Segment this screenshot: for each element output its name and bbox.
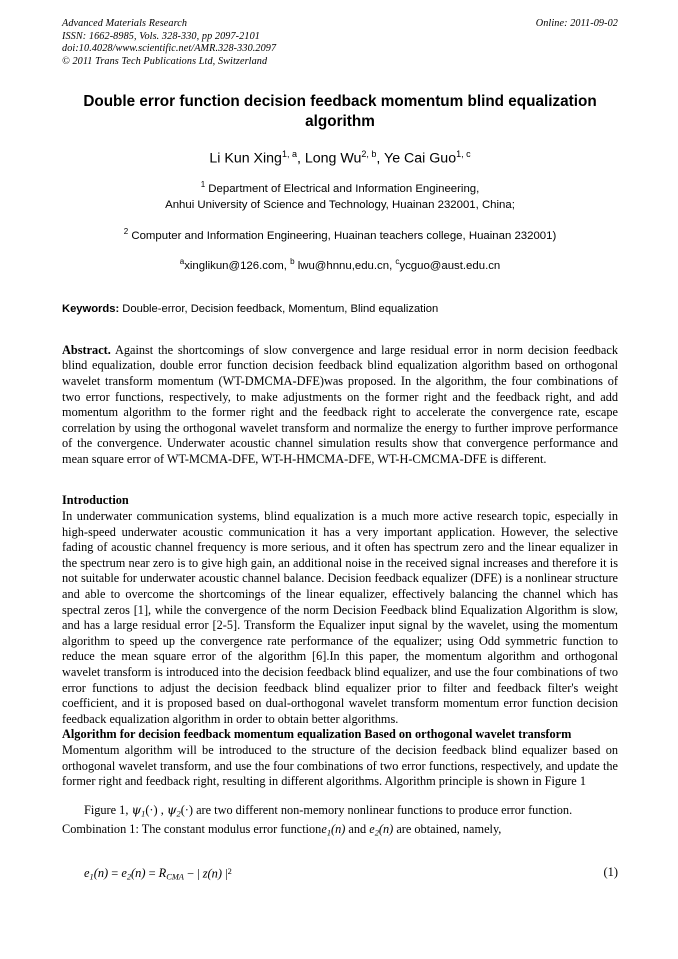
email-1-marker: a: [179, 256, 185, 266]
eq-z-argument: (n): [207, 866, 222, 881]
eq-equals-1: =: [108, 866, 122, 881]
error-1-symbol: e: [321, 821, 327, 836]
figure-lead-text: Figure 1,: [84, 802, 132, 817]
combination-tail-text: are obtained, namely,: [393, 821, 502, 836]
affiliations: [62, 177, 618, 244]
email-2-marker: b: [290, 256, 295, 266]
copyright-line: © 2011 Trans Tech Publications Ltd, Switzerland: [62, 55, 268, 67]
eq-equals-2: =: [145, 866, 159, 881]
eq-error-2-argument: (n): [131, 866, 146, 881]
affiliation-1-dept: Department of Electrical and Information Engineering,: [205, 182, 480, 195]
author-2-affiliation-marker: 2, b: [361, 149, 377, 160]
psi-1-subscript: 1: [141, 809, 146, 819]
eq-error-1-argument: (n): [93, 866, 109, 881]
combination-lead-text: Combination 1: The constant modulus error function: [62, 821, 322, 836]
page-title: Double error function decision feedback momentum blind equalization algorithm: [83, 93, 597, 130]
email-1[interactable]: xinglikun@126.com,: [184, 259, 291, 272]
algorithm-section-paragraph: Momentum algorithm will be introduced to the structure of the decision feedback blind equalizer based on orthogonal wavelet transform, and use the four combinations of two error functions, respectively, and update the former right and feedback right, resulting in different algorithms. Algorithm principle is shown in Figure 1: [62, 742, 618, 789]
author-emails: [62, 254, 618, 274]
error-2-argument: (n): [378, 821, 394, 836]
eq-error-1-symbol: e: [84, 866, 90, 881]
email-2[interactable]: lwu@hnnu,edu.cn,: [294, 259, 396, 272]
error-1-argument: (n): [331, 821, 346, 836]
affiliation-1-marker: 1: [200, 180, 206, 190]
online-date: Online: 2011-09-02: [535, 18, 618, 29]
figure-tail-text: are two different non-memory nonlinear functions to produce error function.: [193, 802, 573, 817]
eq-radius-subscript: CMA: [166, 872, 184, 882]
equation-number: (1): [603, 864, 618, 879]
eq-radius-symbol: R: [158, 866, 167, 881]
author-separator-2: ,: [376, 151, 385, 168]
eq-error-1-subscript: 1: [89, 872, 94, 882]
psi-2-argument: (·): [180, 802, 193, 817]
affiliation-2-line-1: [62, 224, 618, 244]
doi-line: doi:10.4028/www.scientific.net/AMR.328-330.2097: [62, 43, 277, 55]
author-2-name: Long Wu: [304, 151, 362, 168]
keywords-line: [62, 302, 618, 317]
author-3-name: Ye Cai Guo: [384, 151, 457, 168]
keywords-value: Double-error, Decision feedback, Momentum, Blind equalization: [119, 302, 439, 315]
eq-error-2-symbol: e: [121, 866, 127, 881]
error-2-subscript: 2: [374, 828, 379, 838]
keywords-label: Keywords:: [62, 302, 120, 315]
error-2-symbol: e: [369, 821, 375, 836]
abstract-label: Abstract.: [62, 342, 111, 357]
equation-1: [62, 863, 618, 887]
eq-modulus-close: |: [221, 866, 228, 881]
introduction-heading: Introduction: [62, 493, 129, 508]
affiliation-1-line-1: [62, 177, 618, 197]
eq-minus-modulus-open: − |: [183, 866, 203, 881]
email-3[interactable]: ycguo@aust.edu.cn: [399, 259, 501, 272]
journal-name: Advanced Materials Research: [62, 18, 188, 29]
author-3-affiliation-marker: 1, c: [456, 149, 471, 160]
psi-2-subscript: 2: [176, 809, 181, 819]
introduction-paragraph: In underwater communication systems, blind equalization is a much more active research topic, especially in high-speed underwater acoustic communication it has a very important application. However, the selective fading of acoustic channel frequency is more serious, and it often has spectrum zero and the linear equalizer in the spectrum near zero is to give high gain, an additional noise in the received signal increases and therefore it is not suitable for underwater acoustic channel balance. Decision feedback equalizer (DFE) is a nonlinear structure and able to overcome the shortcomings of the linear equalizer, effectively balancing the channel which has spectral zeros [1], while the convergence of the norm Decision Feedback blind Equalization Algorithm is slow, and has a large residual error [2-5]. Transform the Equalizer input signal by the wavelet, using the momentum algorithm to speed up the convergence rate performance of the equalizer; using Odd symmetric function to reduce the mean square error of the algorithm [6].In this paper, the momentum algorithm and orthogonal wavelet transform is introduced into the decision feedback blind equalizer, and use the four combinations of two error functions to adjust the decision feedback blind equalizer prior to filter and feedback filter's weight coefficient, and it is proposed based on dual-orthogonal wavelet transform momentum error function decision feedback equalization algorithm in order to obtain better algorithms.: [62, 509, 618, 726]
affiliation-1-line-2: Anhui University of Science and Technology, Huainan 232001, China;: [165, 199, 515, 212]
psi-1-symbol: ψ: [131, 802, 142, 817]
issn-line: ISSN: 1662-8985, Vols. 328-330, pp 2097-2101: [62, 30, 260, 42]
eq-exponent: 2: [227, 866, 232, 876]
combination-paragraph: [62, 822, 618, 841]
author-1-affiliation-marker: 1, a: [281, 149, 297, 160]
eq-z-symbol: z: [202, 866, 208, 881]
author-list: [62, 145, 618, 168]
error-1-subscript: 1: [326, 828, 331, 838]
affiliation-2-dept: Computer and Information Engineering, Huainan teachers college, Huainan 232001): [128, 229, 557, 242]
eq-error-2-subscript: 2: [126, 872, 132, 882]
affiliation-2-marker: 2: [123, 226, 129, 236]
abstract-block: [62, 343, 618, 468]
email-3-marker: c: [395, 256, 400, 266]
psi-1-argument: (·): [145, 802, 158, 817]
abstract-text: Against the shortcomings of slow convergence and large residual error in norm decision feedback blind equalization, double error function decision feedback blind equalization algorithm based on orthogonal wavelet transform momentum (WT-DMCMA-DFE)was proposed. In the algorithm, the four combinations of two error functions, respectively, to make adjustments on the former right and the feedback right, and add momentum algorithm to the former right and the feedback right to accelerate the convergence rate, escape correlation by using the orthogonal wavelet transform and normalize the energy to further improve performance of the convergence. Underwater acoustic channel simulation results show that convergence performance and mean square error of WT-MCMA-DFE, WT-H-HMCMA-DFE, WT-H-CMCMA-DFE is different.: [62, 342, 618, 466]
figure-reference-paragraph: [62, 803, 618, 822]
page-content: [62, 18, 618, 886]
psi-separator: ,: [157, 802, 167, 817]
combination-and: and: [345, 821, 370, 836]
author-separator-1: ,: [296, 151, 305, 168]
psi-2-symbol: ψ: [166, 802, 177, 817]
masthead: [62, 18, 618, 68]
author-1-name: Li Kun Xing: [209, 151, 282, 168]
algorithm-section-heading: Algorithm for decision feedback momentum equalization Based on orthogonal wavelet transform: [62, 727, 572, 742]
